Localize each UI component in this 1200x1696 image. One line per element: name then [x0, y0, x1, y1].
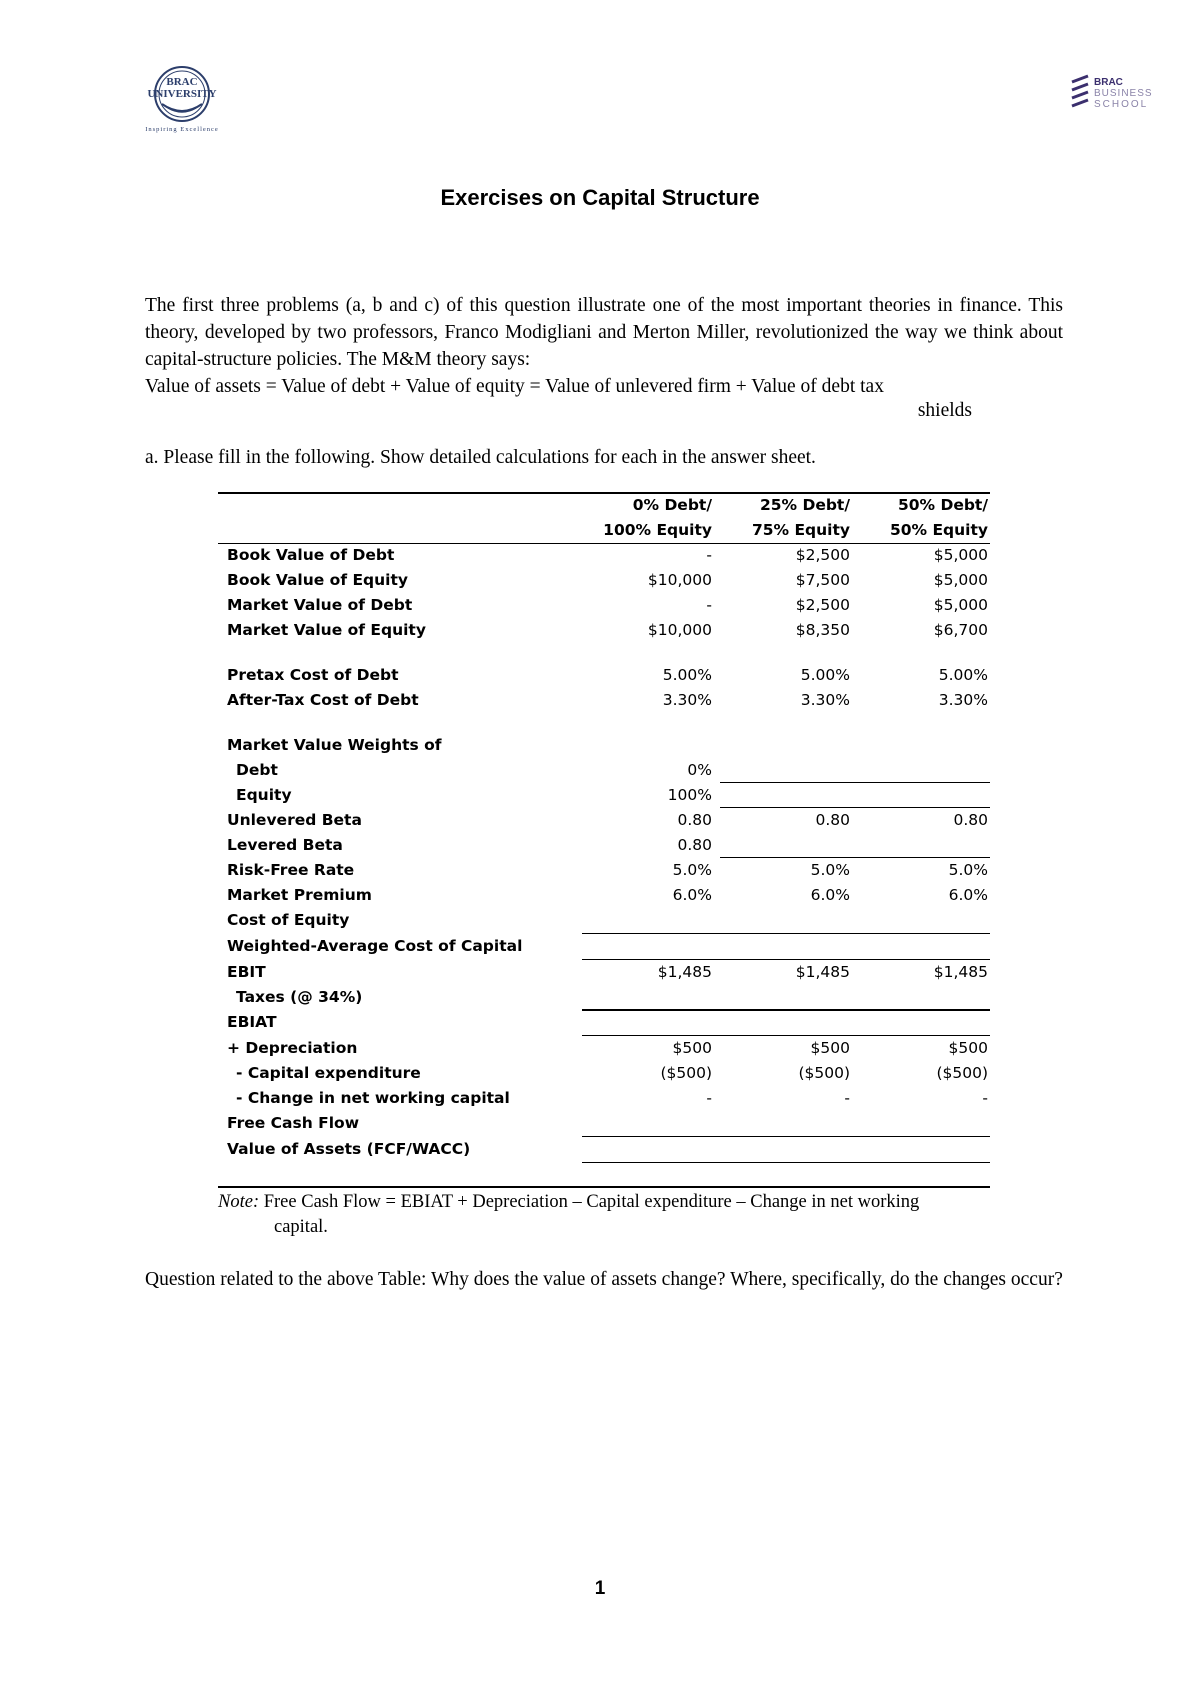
row-label: Book Value of Equity — [227, 571, 409, 589]
blank-line — [582, 1136, 990, 1137]
bbs-logo-line1: BRAC — [1094, 77, 1123, 88]
header-col1-line1: 0% Debt/ — [632, 496, 712, 514]
table-cell: $1,485 — [795, 963, 850, 981]
row-label: Value of Assets (FCF/WACC) — [227, 1140, 471, 1158]
row-label: Free Cash Flow — [227, 1114, 360, 1132]
table-cell: - — [706, 596, 712, 614]
table-cell: $7,500 — [795, 571, 850, 589]
table-cell: 0.80 — [677, 811, 712, 829]
row-label: Unlevered Beta — [227, 811, 362, 829]
note-label: Note: — [218, 1192, 260, 1212]
table-cell: $2,500 — [795, 546, 850, 564]
bbs-logo-line2: BUSINESS — [1094, 88, 1153, 99]
table-cell: 5.0% — [948, 861, 988, 879]
table-cell: $2,500 — [795, 596, 850, 614]
row-label: + Depreciation — [227, 1039, 358, 1057]
table-cell: $500 — [672, 1039, 712, 1057]
row-label: Risk-Free Rate — [227, 861, 355, 879]
note-text: Free Cash Flow = EBIAT + Depreciation – Capital expenditure – Change in net working — [259, 1192, 920, 1212]
row-label: Market Value of Debt — [227, 596, 413, 614]
row-label: Cost of Equity — [227, 911, 350, 929]
row-label: Weighted-Average Cost of Capital — [227, 937, 523, 955]
blank-line — [582, 1009, 990, 1011]
table-cell: 0.80 — [815, 811, 850, 829]
table-cell: 5.00% — [662, 666, 712, 684]
table-cell: $8,350 — [795, 621, 850, 639]
table-cell: 3.30% — [938, 691, 988, 709]
table-cell: - — [982, 1089, 988, 1107]
table-cell: 3.30% — [800, 691, 850, 709]
table-cell: $5,000 — [933, 596, 988, 614]
table-cell: 0% — [687, 761, 712, 779]
row-label: Market Value of Equity — [227, 621, 426, 639]
row-label: Market Value Weights of — [227, 736, 442, 754]
page-number: 1 — [594, 1578, 606, 1599]
row-label: Debt — [236, 761, 278, 779]
question-text: Question related to the above Table: Why does the value of assets change? Where, specifically, do the changes occur? — [145, 1269, 1063, 1290]
table-cell: 6.0% — [810, 886, 850, 904]
row-label: Market Premium — [227, 886, 372, 904]
row-label: EBIAT — [227, 1013, 277, 1031]
table-cell: $5,000 — [933, 546, 988, 564]
header-col2-line2: 75% Equity — [751, 521, 850, 539]
table-note — [218, 1190, 1063, 1240]
table-cell: $10,000 — [647, 571, 712, 589]
row-label: - Change in net working capital — [236, 1089, 510, 1107]
row-label: After-Tax Cost of Debt — [227, 691, 419, 709]
table-cell: 6.0% — [948, 886, 988, 904]
table-cell: $500 — [810, 1039, 850, 1057]
mm-equation: Value of assets = Value of debt + Value of equity = Value of unlevered firm + Value of debt tax — [145, 376, 884, 397]
table-cell: - — [706, 546, 712, 564]
row-label: Book Value of Debt — [227, 546, 395, 564]
brac-logo-text: BRAC UNIVERSITY — [147, 76, 217, 100]
table-cell: $1,485 — [657, 963, 712, 981]
blank-line — [720, 782, 990, 783]
table-cell: $6,700 — [933, 621, 988, 639]
header-col1-line2: 100% Equity — [603, 521, 712, 539]
table-cell: ($500) — [798, 1064, 850, 1082]
header-col2-line1: 25% Debt/ — [759, 496, 850, 514]
bbs-logo-line3: SCHOOL — [1094, 99, 1149, 110]
note-continuation: capital. — [274, 1217, 328, 1237]
table-cell: $10,000 — [647, 621, 712, 639]
table-cell: $5,000 — [933, 571, 988, 589]
table-cell: 0.80 — [953, 811, 988, 829]
row-label: Pretax Cost of Debt — [227, 666, 399, 684]
table-cell: - — [844, 1089, 850, 1107]
table-cell: 3.30% — [662, 691, 712, 709]
row-label: Taxes (@ 34%) — [236, 988, 363, 1006]
table-cell: 100% — [667, 786, 712, 804]
page-title: Exercises on Capital Structure — [440, 185, 760, 210]
row-label: EBIT — [227, 963, 266, 981]
row-label: - Capital expenditure — [236, 1064, 421, 1082]
table-cell: $500 — [948, 1039, 988, 1057]
row-label: Equity — [236, 786, 292, 804]
table-cell: 5.00% — [938, 666, 988, 684]
mm-equation-end: shields — [917, 400, 972, 421]
brac-logo-tagline: Inspiring Excellence — [145, 126, 219, 133]
table-cell: ($500) — [660, 1064, 712, 1082]
table-cell: $1,485 — [933, 963, 988, 981]
table-cell: - — [706, 1089, 712, 1107]
header-col3-line2: 50% Equity — [889, 521, 988, 539]
blank-line — [582, 1162, 990, 1163]
header-col3-line1: 50% Debt/ — [897, 496, 988, 514]
table-cell: 5.0% — [810, 861, 850, 879]
table-cell: ($500) — [936, 1064, 988, 1082]
table-cell: 5.0% — [672, 861, 712, 879]
table-cell: 6.0% — [672, 886, 712, 904]
table-cell: 0.80 — [677, 836, 712, 854]
row-label: Levered Beta — [227, 836, 343, 854]
blank-line — [582, 933, 990, 934]
intro-paragraph: The first three problems (a, b and c) of this question illustrate one of the most important theories in finance. This theory, developed by two professors, Franco Modigliani and Merton Miller, revolutionized the way we think about capital-structure policies. The M&M theory says: — [145, 295, 1063, 370]
table-cell: 5.00% — [800, 666, 850, 684]
part-a-instruction: a. Please fill in the following. Show detailed calculations for each in the answer sheet. — [145, 447, 816, 468]
